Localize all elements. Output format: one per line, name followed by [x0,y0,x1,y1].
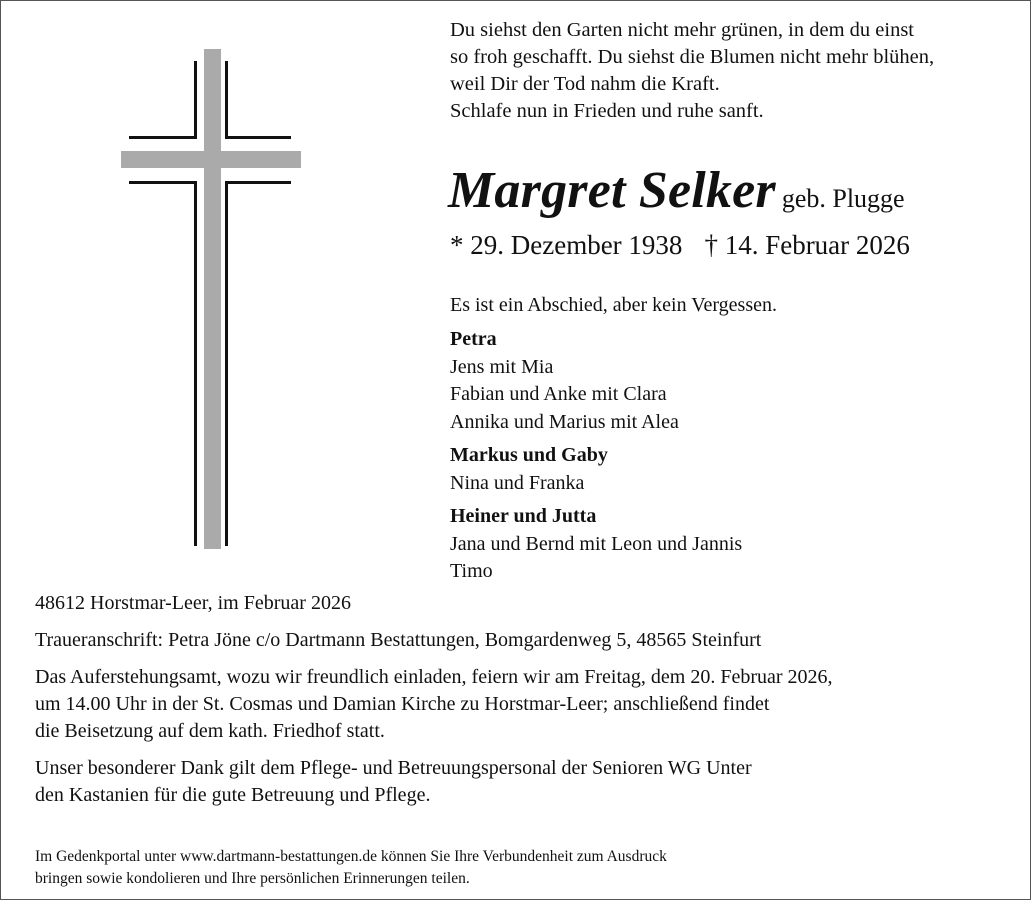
cross-outline-right [225,61,291,139]
poem-line: weil Dir der Tod nahm die Kraft. [450,73,720,95]
family-member: Jens mit Mia [450,355,554,378]
family-head: Petra [450,328,497,350]
footer-line: bringen sowie kondolieren und Ihre persönlichen Erinnerungen teilen. [35,870,470,887]
service-info [35,664,1015,745]
footer-note [35,846,667,890]
thanks-line: den Kastanien für die gute Betreuung und Pflege. [35,784,431,806]
service-line: Das Auferstehungsamt, wozu wir freundlich einladen, feiern wir am Freitag, dem 20. Februar 2026, [35,666,833,688]
family-member: Fabian und Anke mit Clara [450,383,667,405]
family-group [450,503,742,586]
deceased-name-line [448,161,1018,220]
service-line: um 14.00 Uhr in der St. Cosmas und Damian Kirche zu Horstmar-Leer; anschließend findet [35,693,770,715]
service-line: die Beisetzung auf dem kath. Friedhof statt. [35,720,385,742]
place-date: 48612 Horstmar-Leer, im Februar 2026 [35,592,351,614]
cross-vertical-beam [204,49,221,549]
thanks-line: Unser besonderer Dank gilt dem Pflege- und Betreuungspersonal der Senioren WG Unter [35,757,752,779]
family-member: Timo [450,560,493,582]
life-dates [450,230,910,261]
family-member: Nina und Franka [450,471,585,494]
cross-horizontal-beam [121,151,301,168]
thanks [35,755,1015,809]
family-head: Heiner und Jutta [450,505,597,527]
family-list [450,326,742,592]
family-head: Markus und Gaby [450,444,608,466]
birth-name: geb. Plugge [781,184,905,213]
poem-line: Du siehst den Garten nicht mehr grünen, in dem du einst [450,19,914,41]
mourning-address: Traueranschrift: Petra Jöne c/o Dartmann Bestattungen, Bomgardenweg 5, 48565 Steinfurt [35,629,762,651]
family-member: Annika und Marius mit Alea [450,410,679,433]
motto: Es ist ein Abschied, aber kein Vergessen. [450,294,777,316]
notice-body [35,590,1015,819]
family-group [450,326,742,436]
cross-outline-left-lower [129,181,197,546]
family-group [450,442,742,497]
poem [450,17,1020,125]
family-member: Jana und Bernd mit Leon und Jannis [450,532,743,555]
death-date: † 14. Februar 2026 [704,230,910,260]
birth-date: * 29. Dezember 1938 [450,230,683,260]
cross-outline-left [129,61,197,139]
poem-line: Schlafe nun in Frieden und ruhe sanft. [450,100,764,122]
cross-outline-right-lower [225,181,291,546]
footer-line: Im Gedenkportal unter www.dartmann-bestattungen.de können Sie Ihre Verbundenheit zum Ausdruck [35,848,667,865]
cross-icon [1,1,301,561]
deceased-name: Margret Selker [448,162,776,219]
poem-line: so froh geschafft. Du siehst die Blumen nicht mehr blühen, [450,46,935,68]
